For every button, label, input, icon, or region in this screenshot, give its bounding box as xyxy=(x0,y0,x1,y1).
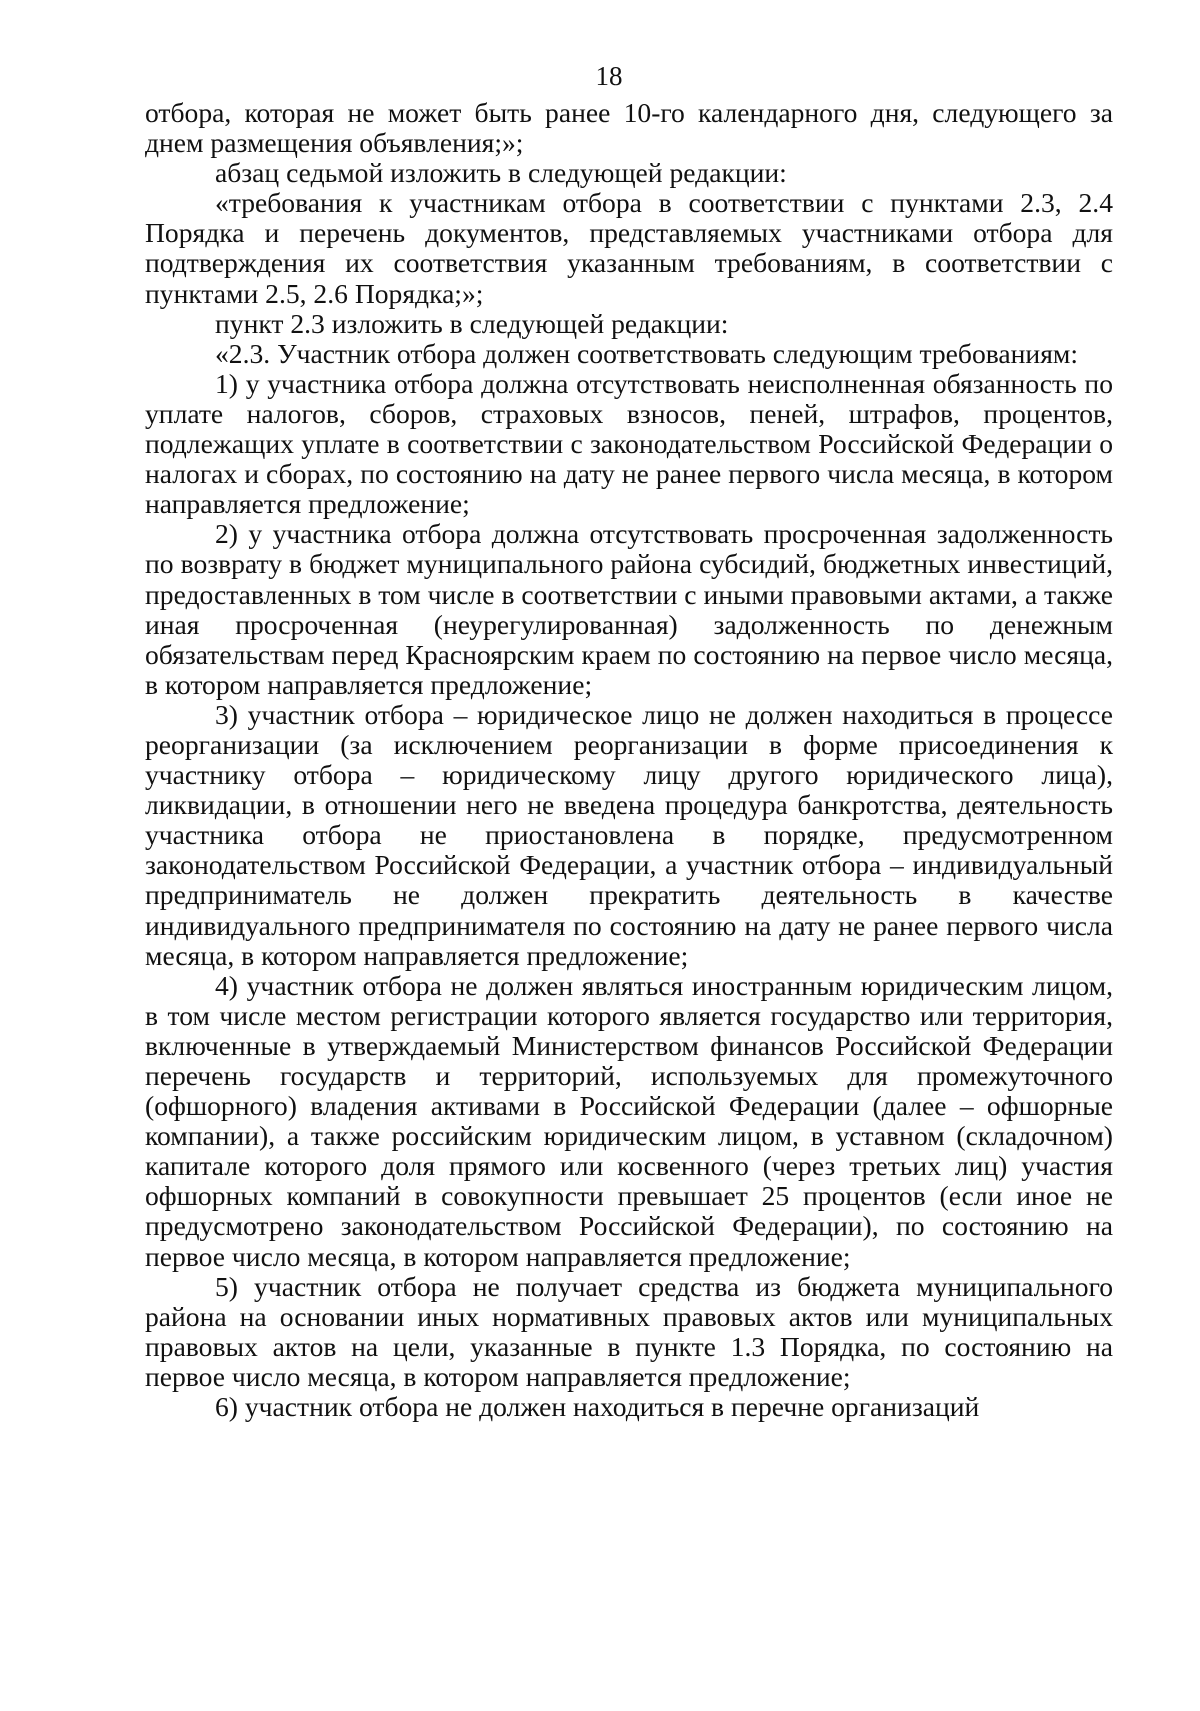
paragraph-item-3: 3) участник отбора – юридическое лицо не должен находиться в процессе реорганизации (за исключением реорганизации в форме присоединения к участнику отбора – юридическому лицу другого юридического лица), ликвидации, в отношении него не введена процедура банкротства, деятельность участника отбора не приостановлена в порядке, предусмотренном законодательством Российской Федерации, а участник отбора – индивидуальный предприниматель не должен прекратить деятельность в качестве индивидуального предпринимателя по состоянию на дату не ранее первого числа месяца, в котором направляется предложение; xyxy=(145,698,1113,971)
paragraph-amendment-instruction-1: абзац седьмой изложить в следующей редакции: xyxy=(215,157,787,189)
paragraph-continuation: отбора, которая не может быть ранее 10-го календарного дня, следующего за днем размещения объявления;»; xyxy=(145,97,1113,159)
paragraph-requirements-text: «требования к участникам отбора в соответствии с пунктами 2.3, 2.4 Порядка и перечень документов, представляемых участниками отбора для подтверждения их соответствия указанным требованиям, в соответствии с пунктами 2.5, 2.6 Порядка;»; xyxy=(145,187,1113,309)
paragraph-item-6: 6) участник отбора не должен находиться в перечне организаций xyxy=(215,1391,980,1423)
paragraph-item-4: 4) участник отбора не должен являться иностранным юридическим лицом, в том числе местом регистрации которого является государство или территория, включенные в утверждаемый Министерством финансов Российской Федерации перечень государств и территорий, используемых для промежуточного (офшорного) владения активами в Российской Федерации (далее – офшорные компании), а также российским юридическим лицом, в уставном (складочном) капитале которого доля прямого или косвенного (через третьих лиц) участия офшорных компаний в совокупности превышает 25 процентов (если иное не предусмотрено законодательством Российской Федерации), по состоянию на первое число месяца, в котором направляется предложение; xyxy=(145,969,1113,1272)
paragraph-item-2: 2) у участника отбора должна отсутствовать просроченная задолженность по возврату в бюджет муниципального района субсидий, бюджетных инвестиций, предоставленных в том числе в соответствии с иными правовыми актами, а также иная просроченная (неурегулированная) задолженность по денежным обязательствам перед Красноярским краем по состоянию на первое число месяца, в котором направляется предложение; xyxy=(145,518,1113,700)
paragraph-item-5: 5) участник отбора не получает средства из бюджета муниципального района на основании иных нормативных правовых актов или муниципальных правовых актов на цели, указанные в пункте 1.3 Порядка, по состоянию на первое число месяца, в котором направляется предложение; xyxy=(145,1270,1113,1392)
paragraph-section-2-3: «2.3. Участник отбора должен соответствовать следующим требованиям: xyxy=(215,337,1079,369)
document-page xyxy=(145,60,1113,1680)
page-number: 18 xyxy=(595,61,623,91)
paragraph-amendment-instruction-2: пункт 2.3 изложить в следующей редакции: xyxy=(215,307,729,339)
paragraph-item-1: 1) у участника отбора должна отсутствовать неисполненная обязанность по уплате налогов, сборов, страховых взносов, пеней, штрафов, процентов, подлежащих уплате в соответствии с законодательством Российской Федерации о налогах и сборах, по состоянию на дату не ранее первого числа месяца, в котором направляется предложение; xyxy=(145,367,1113,520)
